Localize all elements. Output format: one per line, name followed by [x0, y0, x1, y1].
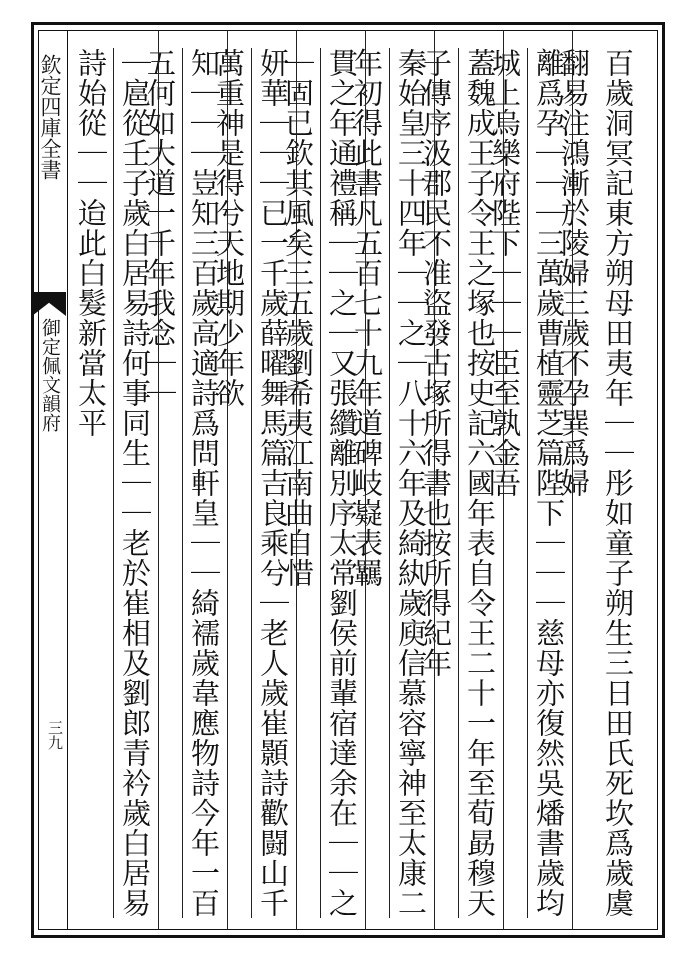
text-column-7: 知｜｜｜豈知三百歲高適詩爲問軒皇｜｜綺襦歲韋應物詩今年一百五何如大道一千年我念｜｜ — [182, 48, 226, 918]
text-column-2: 離爲孕｜｜｜三萬歲曹植靈芝篇陛下｜｜｜慈母亦復然吳燔書歲均城上烏樂府陛下｜｜｜臣至孰金吾 — [527, 48, 571, 918]
column-rule — [296, 30, 297, 930]
text-column-5: 貫之年通禮稱｜｜之｜又張纘離別序太常劉侯前輩宿達余在｜｜之｜固已欽其風矣三五歲劉希夷江南曲自惜 — [320, 48, 364, 918]
book-title: 御定佩文韻府 — [39, 318, 61, 432]
text-column-4: 秦始皇三十四年｜｜之｜八十六年及綺紈歲庾信慕容寧神至太康二年初得此書凡五百七十九年道碑岐嶷表羈 — [389, 48, 433, 918]
column-rule — [365, 30, 366, 930]
column-rule — [503, 30, 504, 930]
collection-title: 欽定四庫全書 — [38, 54, 62, 180]
text-column-1: 百歲洞冥記東方朔母田夷年｜｜彤如童子朔生三日田氏死坎爲歲虞翻易注鴻漸於陵婦三歲不孕巽爲婦 — [557, 48, 635, 918]
text-column-3: 蓋魏成王子令王之塚也按史記六國年表自令王二十一年至荀勗穆天子傳序汲郡民不准盜發古塚所得書也按所得紀年 — [458, 48, 502, 918]
column-rule — [227, 30, 228, 930]
spine-margin — [38, 30, 68, 930]
page-number: 三九 — [46, 720, 64, 750]
text-column-8: ｜扈從壬子歲白居易詩何事同生｜｜老於崔相及劉郎青衿歲白居易詩始從｜｜迨此白髮新當太平 — [113, 48, 157, 918]
column-rule — [158, 30, 159, 930]
text-column-6: 妍華｜｜｜已一千歲薛曜舞馬篇吉良乘兮｜老人歲崔顥詩歡闘山千萬重神是得兮天地期少年欲 — [251, 48, 295, 918]
column-rule — [434, 30, 435, 930]
column-rule — [572, 30, 573, 930]
